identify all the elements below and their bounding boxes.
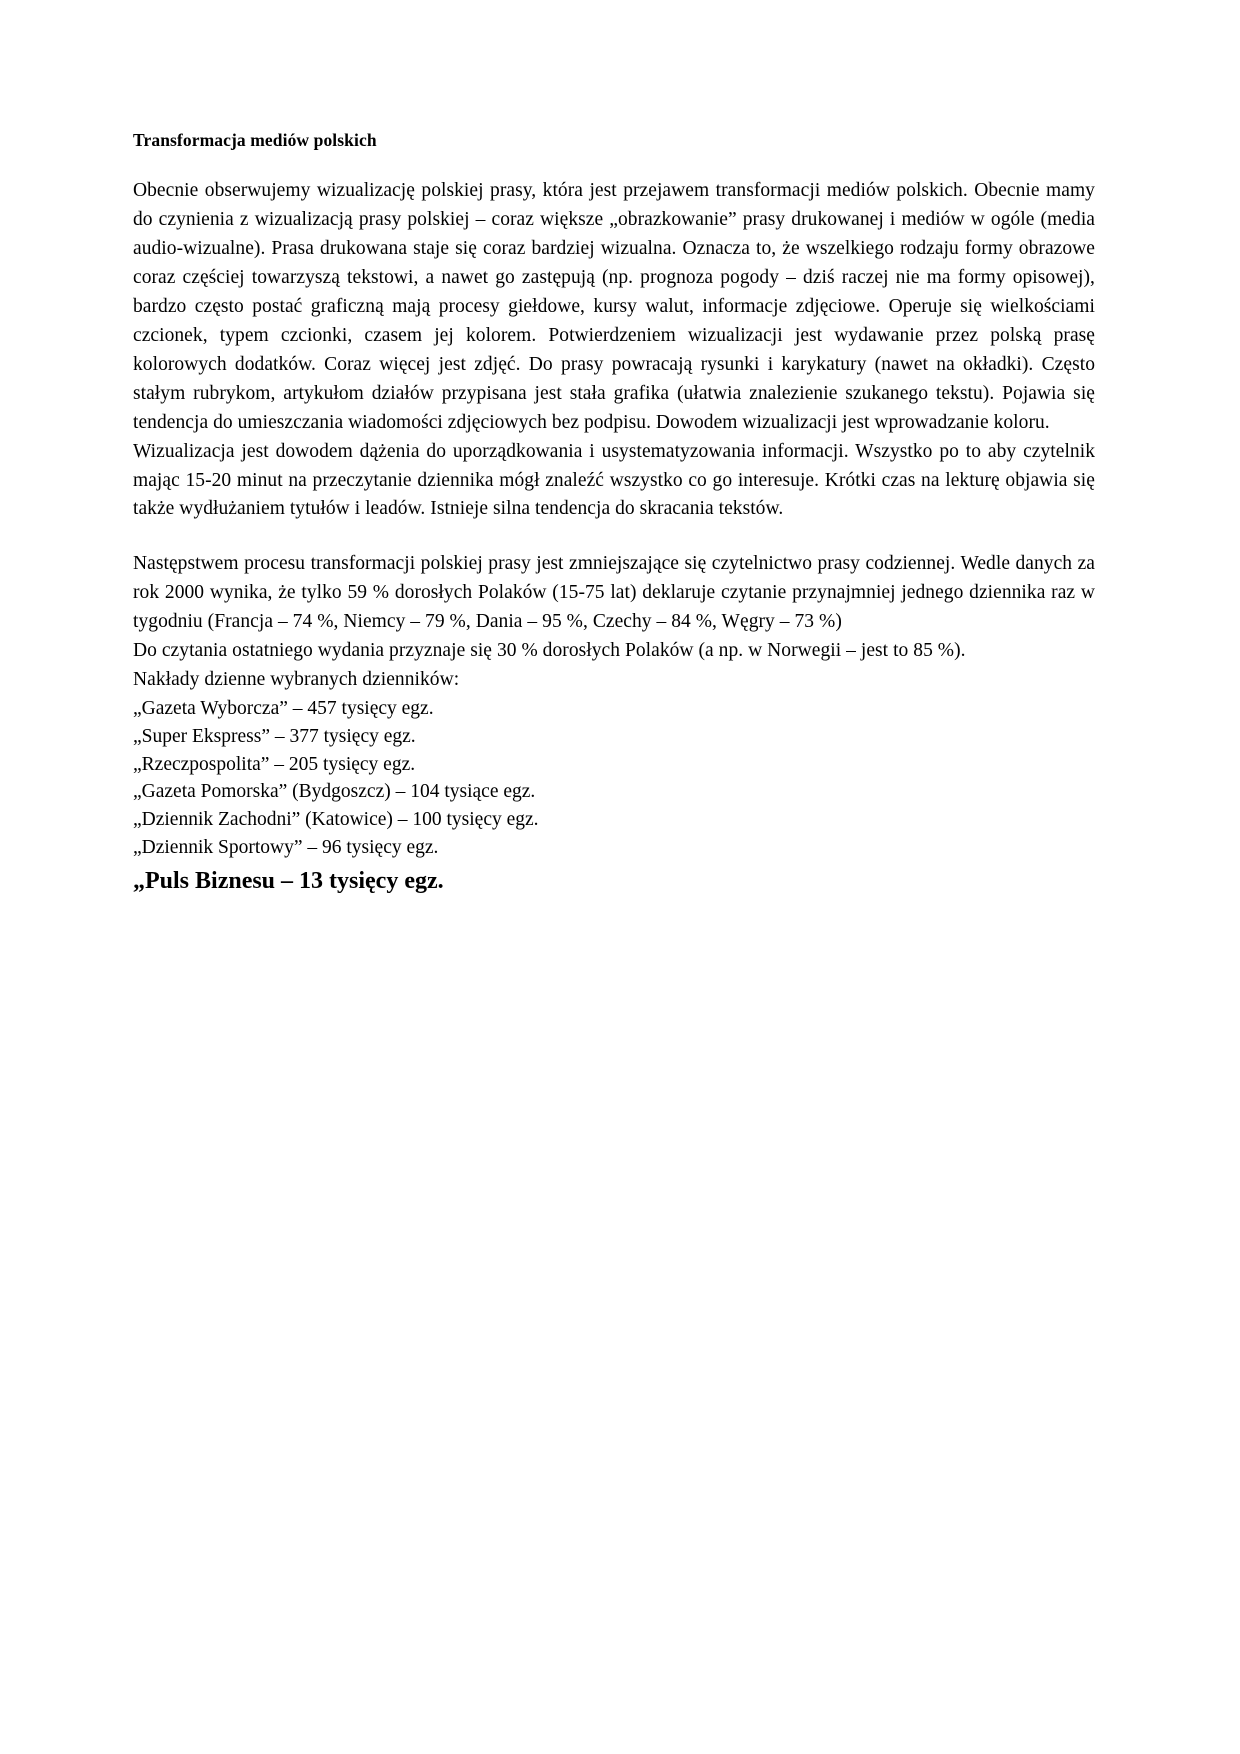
list-item: „Gazeta Pomorska” (Bydgoszcz) – 104 tysiące egz. bbox=[133, 781, 536, 803]
page-title: Transformacja mediów polskich bbox=[133, 130, 377, 150]
body-paragraph-2: Wizualizacja jest dowodem dążenia do uporządkowania i usystematyzowania informacji. Wszystko po to aby czytelnik mając 15-20 minut na przeczytanie dziennika mógł znaleźć wszystko co go interesuje. Krótki czas na lekturę objawia się także wydłużaniem tytułów i leadów. Istnieje silna tendencja do skracania tekstów. bbox=[133, 440, 1095, 520]
emphasis-line: „Puls Biznesu – 13 tysięcy egz. bbox=[133, 868, 444, 895]
list-item: „Super Ekspress” – 377 tysięcy egz. bbox=[133, 725, 416, 747]
list-item: „Rzeczpospolita” – 205 tysięcy egz. bbox=[133, 753, 416, 775]
list-item: „Dziennik Zachodni” (Katowice) – 100 tysięcy egz. bbox=[133, 808, 539, 830]
body-paragraph-1: Obecnie obserwujemy wizualizację polskiej prasy, która jest przejawem transformacji mediów polskich. Obecnie mamy do czynienia z wizualizacją prasy polskiej – coraz większe „obrazkowanie” prasy drukowanej i mediów w ogóle (media audio-wizualne). Prasa drukowana staje się coraz bardziej wizualna. Oznacza to, że wszelkiego rodzaju formy obrazowe coraz częściej towarzyszą tekstowi, a nawet go zastępują (np. prognoza pogody – dziś raczej nie ma formy opisowej), bardzo często postać graficzną mają procesy giełdowe, kursy walut, informacje zdjęciowe. Operuje się wielkościami czcionek, typem czcionki, czasem jej kolorem. Potwierdzeniem wizualizacji jest wydawanie przez polską prasę kolorowych dodatków. Coraz więcej jest zdjęć. Do prasy powracają rysunki i karykatury (nawet na okładki). Często stałym rubrykom, artykułom działów przypisana jest stała grafika (ułatwia znalezienie szukanego tekstu). Pojawia się tendencja do umieszczania wiadomości zdjęciowych bez podpisu. Dowodem wizualizacji jest wprowadzanie koloru. bbox=[133, 180, 1095, 433]
list-intro: Nakłady dzienne wybranych dzienników: bbox=[133, 669, 460, 691]
paragraph-spacer bbox=[133, 524, 1095, 550]
list-item: „Gazeta Wyborcza” – 457 tysięcy egz. bbox=[133, 698, 434, 720]
body-paragraph-3: Następstwem procesu transformacji polskiej prasy jest zmniejszające się czytelnictwo prasy codziennej. Wedle danych za rok 2000 wynika, że tylko 59 % dorosłych Polaków (15-75 lat) deklaruje czytanie przynajmniej jednego dziennika raz w tygodniu (Francja – 74 %, Niemcy – 79 %, Dania – 95 %, Czechy – 84 %, Węgry – 73 %) bbox=[133, 553, 1095, 633]
body-paragraph-4: Do czytania ostatniego wydania przyznaje się 30 % dorosłych Polaków (a np. w Norwegii – jest to 85 %). bbox=[133, 640, 966, 662]
list-item: „Dziennik Sportowy” – 96 tysięcy egz. bbox=[133, 836, 439, 858]
